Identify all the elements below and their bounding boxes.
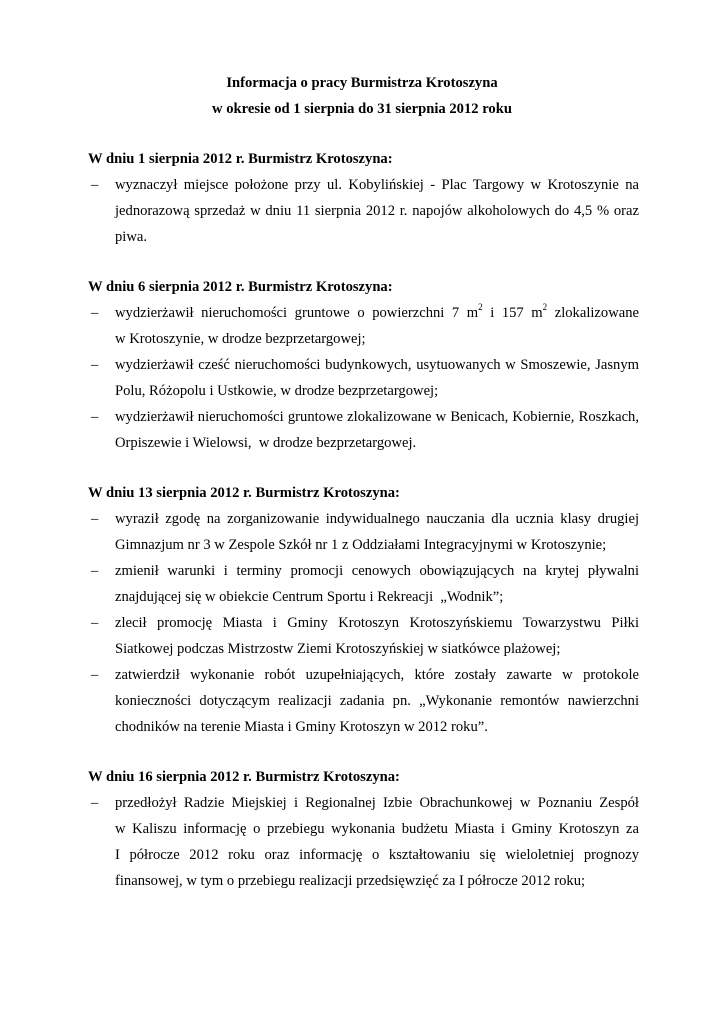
document-title-line-2: w okresie od 1 sierpnia do 31 sierpnia 2012 roku [212,101,512,117]
list-item-line: Siatkowej podczas Mistrzostw Ziemi Krotoszyńskiej w siatkówce plażowej; [115,641,561,657]
list-item-line: I półrocze 2012 roku oraz informację o kształtowaniu się wieloletniej prognozy [115,847,639,863]
section-heading: W dniu 6 sierpnia 2012 r. Burmistrz Krotoszyna: [88,279,393,295]
list-item-line: wydzierżawił cześć nieruchomości budynkowych, usytuowanych w Smoszewie, Jasnym [115,357,639,373]
document-title-line-1: Informacja o pracy Burmistrza Krotoszyna [226,75,498,91]
list-item-line: Orpiszewie i Wielowsi, w drodze bezprzetargowej. [115,435,417,451]
list-bullet: – [91,511,99,527]
list-bullet: – [91,357,99,373]
list-item-line: wydzierżawił nieruchomości gruntowe o powierzchni 7 $m^2$ i 157 $m^2$ zlokalizowane [115,302,640,321]
section-heading: W dniu 1 sierpnia 2012 r. Burmistrz Krotoszyna: [88,151,393,167]
list-item-line: wyznaczył miejsce położone przy ul. Kobylińskiej - Plac Targowy w Krotoszynie na [115,177,639,193]
list-item-line: w Krotoszynie, w drodze bezprzetargowej; [115,331,366,347]
list-item-line: znajdującej się w obiekcie Centrum Sportu i Rekreacji „Wodnik”; [115,589,504,605]
list-item-line: przedłożył Radzie Miejskiej i Regionalnej Izbie Obrachunkowej w Poznaniu Zespół [115,795,639,811]
list-item-line: Polu, Różopolu i Ustkowie, w drodze bezprzetargowej; [115,383,439,399]
list-item-line: zmienił warunki i terminy promocji cenowych obowiązujących na krytej pływalni [115,563,639,579]
list-bullet: – [91,615,99,631]
list-bullet: – [91,305,99,321]
list-item-line: w Kaliszu informację o przebiegu wykonania budżetu Miasta i Gminy Krotoszyn za [115,821,639,837]
list-item-line: wyraził zgodę na zorganizowanie indywidualnego nauczania dla ucznia klasy drugiej [115,511,639,527]
list-item-line: konieczności dotyczącym realizacji zadania pn. „Wykonanie remontów nawierzchni [115,693,639,709]
list-bullet: – [91,563,99,579]
list-item-line: finansowej, w tym o przebiegu realizacji przedsięwzięć za I półrocze 2012 roku; [115,873,586,889]
list-item-line: Gimnazjum nr 3 w Zespole Szkół nr 1 z Oddziałami Integracyjnymi w Krotoszynie; [115,537,607,553]
list-bullet: – [91,795,99,811]
list-item-line: zlecił promocję Miasta i Gminy Krotoszyn Krotoszyńskiemu Towarzystwu Piłki [115,615,639,631]
section-heading: W dniu 13 sierpnia 2012 r. Burmistrz Krotoszyna: [88,485,400,501]
section-heading: W dniu 16 sierpnia 2012 r. Burmistrz Krotoszyna: [88,769,400,785]
list-bullet: – [91,667,99,683]
list-item-line: jednorazową sprzedaż w dniu 11 sierpnia 2012 r. napojów alkoholowych do 4,5 % oraz [115,203,639,219]
list-item-line: wydzierżawił nieruchomości gruntowe zlokalizowane w Benicach, Kobiernie, Roszkach, [115,409,639,425]
list-item-line: zatwierdził wykonanie robót uzupełniających, które zostały zawarte w protokole [115,667,639,683]
list-bullet: – [91,409,99,425]
list-item-line: chodników na terenie Miasta i Gminy Krotoszyn w 2012 roku”. [115,719,488,735]
list-bullet: – [91,177,99,193]
list-item-line: piwa. [115,229,148,245]
